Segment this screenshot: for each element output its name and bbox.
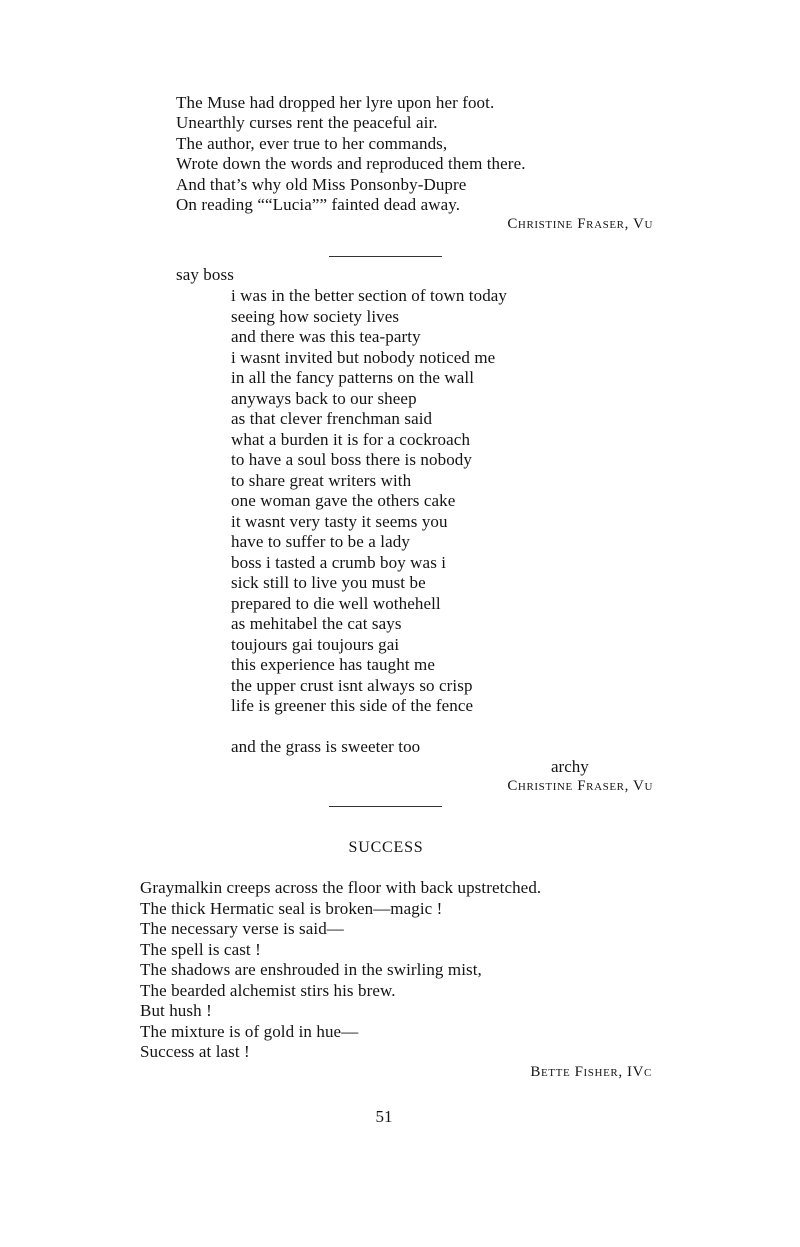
- poem-line: the upper crust isnt always so crisp: [231, 675, 473, 695]
- poem-line: Success at last !: [140, 1042, 250, 1061]
- poem-line: i wasnt invited but nobody noticed me: [231, 347, 496, 367]
- poem-closing-line: and the grass is sweeter too: [231, 737, 421, 756]
- poem-line: The necessary verse is said—: [140, 919, 344, 938]
- poem-line: anyways back to our sheep: [231, 388, 417, 408]
- poem-line: And that’s why old Miss Ponsonby-Dupre: [176, 174, 467, 194]
- poem-line: to have a soul boss there is nobody: [231, 450, 472, 469]
- poem-line: have to suffer to be a lady: [231, 532, 410, 551]
- poem-line: seeing how society lives: [231, 306, 400, 326]
- poem-line: Unearthly curses rent the peaceful air.: [176, 113, 438, 133]
- poem-line: in all the fancy patterns on the wall: [231, 368, 475, 387]
- poem-line: i was in the better section of town today: [231, 286, 508, 305]
- poem-line: On reading ““Lucia”” fainted dead away.: [176, 195, 461, 214]
- section-divider: [329, 256, 442, 257]
- poem-line: sick still to live you must be: [231, 573, 426, 592]
- author-credit: Christine Fraser, Vu: [507, 778, 653, 794]
- author-credit: Christine Fraser, Vu: [507, 216, 653, 232]
- poem-line: one woman gave the others cake: [231, 491, 456, 510]
- poem-signature: archy: [551, 757, 589, 776]
- poem-line: The Muse had dropped her lyre upon her foot.: [176, 93, 495, 112]
- poem-line: and there was this tea-party: [231, 327, 421, 346]
- poem-line: as mehitabel the cat says: [231, 614, 402, 633]
- poem-line: The author, ever true to her commands,: [176, 133, 448, 153]
- poem-line: The thick Hermatic seal is broken—magic !: [140, 898, 443, 918]
- poem-line: prepared to die well wothehell: [231, 593, 441, 613]
- poem-line: The shadows are enshrouded in the swirling mist,: [140, 960, 482, 979]
- poem-line: what a burden it is for a cockroach: [231, 429, 471, 449]
- poem-line: life is greener this side of the fence: [231, 696, 474, 715]
- poem-line: The mixture is of gold in hue—: [140, 1021, 359, 1041]
- poem-line: The bearded alchemist stirs his brew.: [140, 980, 396, 1000]
- poem-line: Graymalkin creeps across the floor with back upstretched.: [140, 878, 542, 897]
- poem-line: it wasnt very tasty it seems you: [231, 511, 448, 531]
- section-divider: [329, 806, 442, 807]
- author-credit: Bette Fisher, IVc: [530, 1064, 652, 1080]
- poem-line: boss i tasted a crumb boy was i: [231, 552, 447, 572]
- page-number: 51: [375, 1107, 393, 1126]
- poem-line: Wrote down the words and reproduced them there.: [176, 154, 526, 174]
- poem-title: SUCCESS: [348, 839, 424, 856]
- poem-opening-line: say boss: [176, 265, 234, 284]
- poem-line: to share great writers with: [231, 470, 412, 490]
- poem-line: But hush !: [140, 1001, 212, 1020]
- poem-line: as that clever frenchman said: [231, 409, 433, 428]
- poem-line: toujours gai toujours gai: [231, 634, 400, 654]
- poem-line: The spell is cast !: [140, 939, 261, 959]
- poem-line: this experience has taught me: [231, 655, 435, 674]
